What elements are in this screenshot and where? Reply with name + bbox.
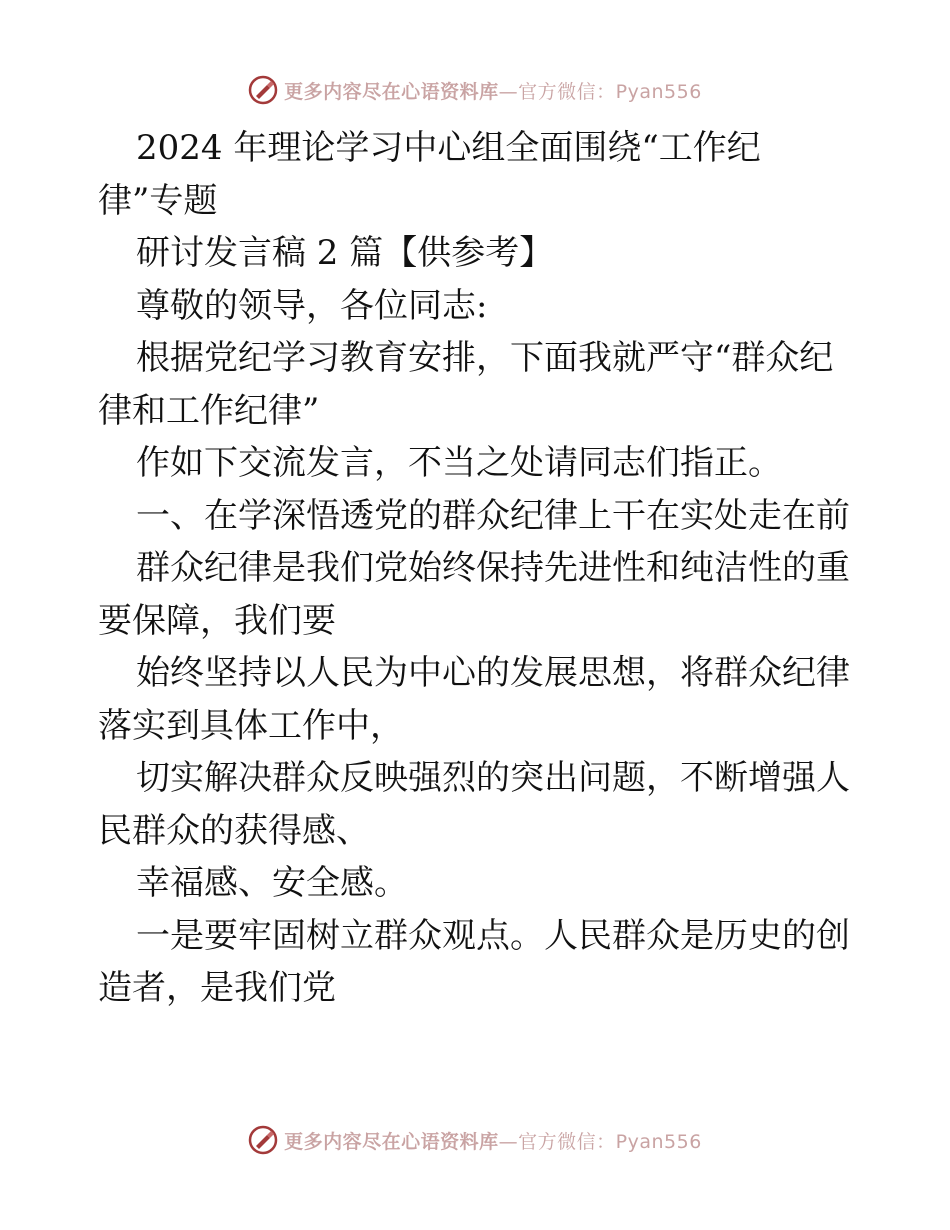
body-line: 民群众的获得感、 — [98, 810, 370, 851]
body-line: 始终坚持以人民为中心的发展思想，将群众纪律 — [136, 653, 850, 693]
watermark-banner-top — [0, 70, 950, 110]
watermark-right-text: —官方微信：Pyan556 — [498, 80, 702, 103]
body-line: 要保障，我们要 — [98, 600, 336, 641]
watermark-right-text: —官方微信：Pyan556 — [498, 1130, 702, 1153]
watermark-left-text: 更多内容尽在心语资料库 — [284, 1130, 499, 1153]
pen-circle-logo-icon — [248, 75, 278, 105]
body-line: 根据党纪学习教育安排，下面我就严守“群众纪 — [136, 338, 834, 378]
body-line: 律”专题 — [98, 180, 218, 221]
body-line: 一、在学深悟透党的群众纪律上干在实处走在前 — [136, 495, 850, 536]
body-line: 研讨发言稿 2 篇【供参考】 — [136, 233, 554, 273]
pen-circle-logo-icon — [248, 1125, 278, 1155]
body-line: 一是要牢固树立群众观点。人民群众是历史的创 — [136, 915, 850, 956]
watermark-banner-bottom — [0, 1120, 950, 1160]
body-line: 切实解决群众反映强烈的突出问题，不断增强人 — [136, 758, 850, 798]
body-line: 幸福感、安全感。 — [136, 863, 408, 903]
body-line: 作如下交流发言，不当之处请同志们指正。 — [136, 443, 782, 483]
body-line: 落实到具体工作中， — [98, 705, 404, 746]
watermark-left-text: 更多内容尽在心语资料库 — [284, 80, 499, 103]
body-line: 群众纪律是我们党始终保持先进性和纯洁性的重 — [136, 548, 850, 588]
body-line: 尊敬的领导，各位同志: — [136, 285, 488, 326]
body-line: 2024 年理论学习中心组全面围绕“工作纪 — [136, 128, 761, 168]
body-line: 律和工作纪律” — [98, 390, 320, 431]
document-body — [98, 122, 858, 1015]
body-line: 造者，是我们党 — [98, 968, 336, 1008]
